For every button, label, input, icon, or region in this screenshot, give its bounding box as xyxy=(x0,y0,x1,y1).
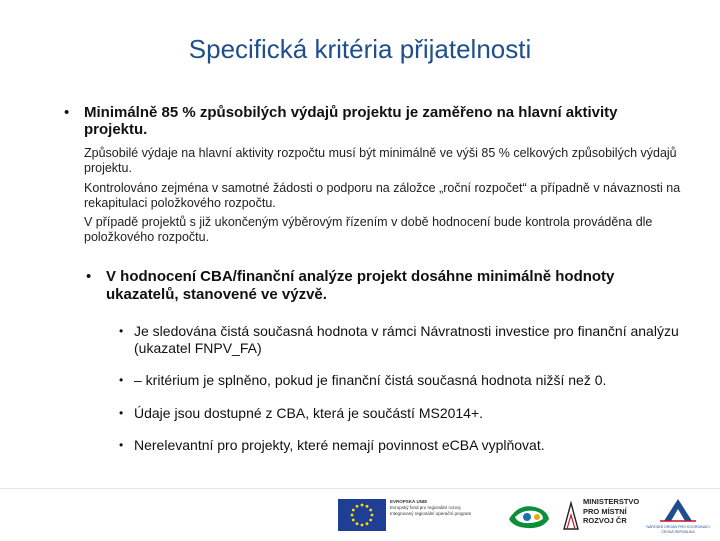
eu-logo-line: Integrovaný regionální operační program xyxy=(390,511,472,516)
bullet-item-eligible-costs xyxy=(64,104,684,138)
mmr-logo-line: PRO MÍSTNÍ xyxy=(583,506,627,516)
subbullet-item xyxy=(119,372,694,389)
subbullet-item xyxy=(119,405,694,422)
bullet-marker: • xyxy=(119,438,124,452)
subbullet-text: – kritérium je splněno, pokud je finanční čistá současná hodnota nižší než 0. xyxy=(134,372,607,388)
nsf-logo-line: ČESKÁ REPUBLIKA xyxy=(661,529,695,534)
subbullet-text: Nerelevantní pro projekty, které nemají povinnost eCBA vyplňovat. xyxy=(134,437,545,453)
mmr-logo-icon xyxy=(563,501,579,531)
subbullet-item xyxy=(119,437,694,454)
bullet-marker: • xyxy=(119,406,124,420)
mmr-logo-line: MINISTERSTVO xyxy=(583,497,640,506)
subbullet-text: Je sledována čistá současná hodnota v rámci Návratnosti investice pro finanční analýzu (ukazatel FNPV_FA) xyxy=(134,323,679,356)
bullet-text: Minimálně 85 % způsobilých výdajů projektu je zaměřeno na hlavní aktivity projektu. xyxy=(84,104,618,138)
nsf-logo-text xyxy=(642,525,714,534)
eu-logo-line: EVROPSKÁ UNIE xyxy=(390,499,428,504)
bullet-marker: • xyxy=(119,324,124,338)
subbullet-text: Údaje jsou dostupné z CBA, která je součástí MS2014+. xyxy=(134,405,484,421)
nsf-logo-icon xyxy=(642,495,714,525)
subbullet-item xyxy=(119,323,694,357)
footer-logos xyxy=(0,488,720,541)
bullet-marker: • xyxy=(119,373,124,387)
eu-flag-icon xyxy=(338,499,386,531)
nsf-logo-line: NÁRODNÍ ORGÁN PRO KOORDINACI xyxy=(646,525,710,529)
paragraph-eligible-costs: Způsobilé výdaje na hlavní aktivity rozpočtu musí být minimálně ve výši 85 % celkových způsobilých výdajů projektu. xyxy=(84,146,677,175)
bullet-item-cba xyxy=(86,268,686,304)
iop-logo-icon xyxy=(505,497,553,533)
bullet-text: V hodnocení CBA/finanční analýze projekt dosáhne minimálně hodnoty ukazatelů, stanovené ve výzvě. xyxy=(106,268,615,303)
bullet-marker: • xyxy=(86,268,92,285)
eu-logo-text xyxy=(390,499,500,517)
slide-title: Specifická kritéria přijatelnosti xyxy=(188,34,532,64)
paragraph-completed-tender: V případě projektů s již ukončeným výběrovým řízením v době hodnocení bude kontrola prováděna dle položkového rozpočtu. xyxy=(84,215,653,244)
eu-logo-line: Evropský fond pro regionální rozvoj xyxy=(390,505,461,510)
paragraph-checked-in-application: Kontrolováno zejména v samotné žádosti o podporu na záložce „roční rozpočet“ a případně v návaznosti na rekapitulaci položkového rozpočtu. xyxy=(84,181,681,210)
bullet-marker: • xyxy=(64,104,70,121)
mmr-logo xyxy=(563,497,640,535)
mmr-logo-line: ROZVOJ ČR xyxy=(583,516,627,525)
mmr-logo-text xyxy=(583,497,639,526)
nsf-logo xyxy=(642,495,714,537)
